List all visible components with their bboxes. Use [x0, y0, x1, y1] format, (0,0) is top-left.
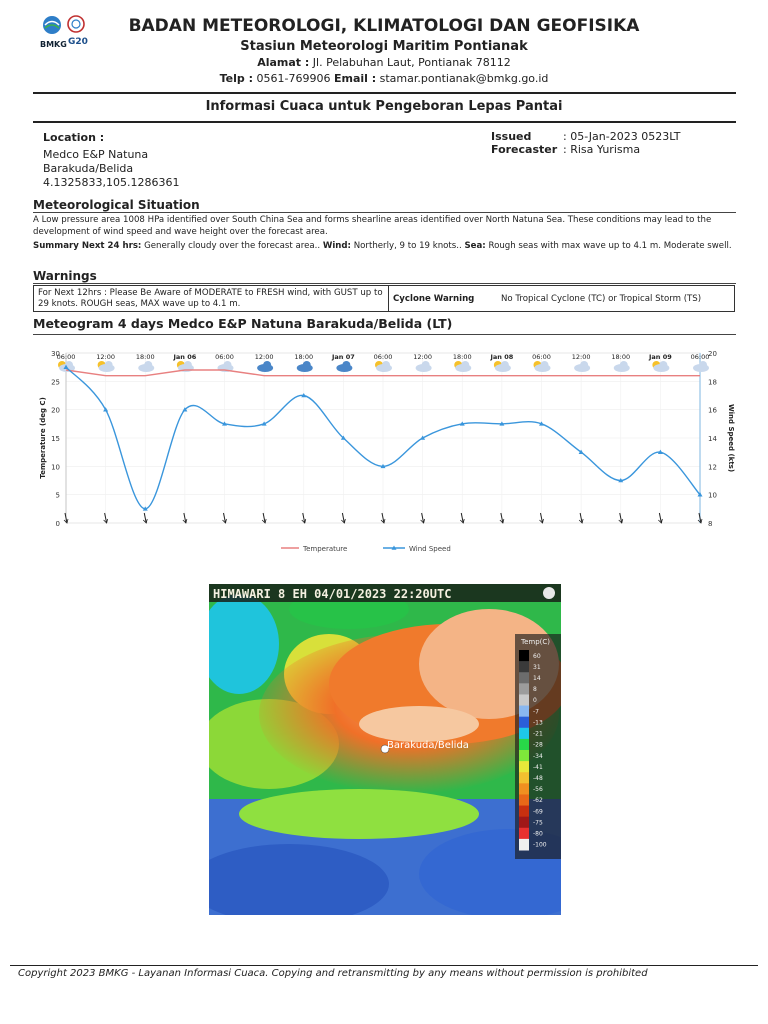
x-tick-label: 06:00	[532, 353, 551, 361]
x-tick-label: 12:00	[413, 353, 432, 361]
y-tick-label: 25	[51, 378, 60, 387]
cloud-puff-icon	[144, 361, 152, 369]
x-tick-label: 12:00	[571, 353, 591, 361]
scale-value-label: -62	[533, 797, 543, 805]
info-title: Informasi Cuaca untuk Pengeboran Lepas Pantai	[205, 99, 563, 114]
cloud-puff-icon	[422, 361, 430, 369]
x-tick-label: 06:00	[56, 353, 76, 361]
cloud-puff-icon	[263, 361, 271, 369]
bmkg-logo-text: BMKG	[40, 40, 67, 49]
org-name: BADAN METEOROLOGI, KLIMATOLOGI DAN GEOFISIKA	[128, 16, 640, 36]
scale-swatch	[519, 672, 529, 684]
cloud-puff-icon	[105, 361, 113, 369]
x-tick-label: 18:00	[452, 353, 472, 361]
station-name: Stasiun Meteorologi Maritim Pontianak	[240, 39, 528, 54]
address-value: Jl. Pelabuhan Laut, Pontianak 78112	[312, 56, 511, 69]
x-tick-label: 12:00	[96, 353, 115, 361]
scale-swatch	[519, 661, 529, 673]
x-tick-label: Jan 07	[332, 353, 355, 361]
x-tick-label: Jan 08	[490, 353, 514, 361]
y-tick-label: 30	[51, 350, 60, 358]
cloud-puff-icon	[580, 361, 588, 369]
warning-next12: For Next 12hrs : Please Be Aware of MODERATE to FRESH wind, with GUST up to 29 knots. ROUGH seas, MAX wave up to 4.1 m.	[34, 286, 389, 311]
cloud-puff-icon	[501, 361, 509, 369]
x-tick-label: 12:00	[254, 353, 274, 361]
scale-value-label: -48	[533, 775, 543, 782]
scale-value-label: -56	[533, 786, 543, 794]
header-divider	[33, 92, 736, 94]
y-tick-label: 15	[51, 435, 60, 443]
y-tick-label: 5	[55, 491, 60, 500]
scale-value-label: -21	[533, 730, 543, 738]
scale-value-label: -100	[533, 841, 547, 849]
y2-tick-label: 12	[708, 463, 717, 472]
scale-swatch	[519, 794, 529, 806]
cloud-puff-icon	[461, 361, 469, 369]
location-coords: 4.1325833,105.1286361	[43, 176, 180, 189]
x-tick-label: 06:00	[373, 353, 393, 361]
phone-label: Telp :	[219, 72, 253, 85]
summary-value: Generally cloudy over the forecast area..	[144, 241, 321, 251]
cloud-puff-icon	[382, 361, 390, 369]
scale-value-label: -28	[533, 741, 543, 749]
footer-copyright: Copyright 2023 BMKG - Layanan Informasi Cuaca. Copying and retransmitting by any means without permission is prohibited	[18, 968, 648, 979]
email-label: Email :	[333, 72, 377, 85]
y2-axis-label: Wind Speed (kts)	[727, 403, 735, 473]
scale-swatch	[519, 806, 529, 818]
scale-value-label: -7	[533, 708, 539, 716]
y2-tick-label: 18	[708, 378, 717, 387]
issued-label: Issued	[491, 130, 532, 143]
forecaster-label: Forecaster	[491, 143, 558, 156]
temperature-color-scale	[515, 634, 561, 859]
met-situation-divider	[33, 212, 736, 213]
email-value: stamar.pontianak@bmkg.go.id	[379, 72, 549, 85]
cloud-puff-icon	[224, 361, 232, 369]
wind-value: Northerly, 9 to 19 knots..	[353, 241, 462, 251]
cloud-puff-icon	[659, 361, 667, 369]
warnings-heading: Warnings	[33, 269, 97, 283]
scale-swatch	[519, 739, 529, 751]
legend-wind-label: Wind Speed	[409, 545, 451, 553]
y-tick-label: 0	[55, 520, 60, 528]
contact-line	[0, 72, 768, 85]
address-line	[0, 56, 768, 69]
scale-swatch	[519, 772, 529, 784]
y2-tick-label: 20	[708, 350, 717, 358]
x-tick-label: 18:00	[294, 353, 314, 361]
cloud-puff-icon	[620, 361, 628, 369]
scale-swatch	[519, 717, 529, 729]
scale-swatch	[519, 783, 529, 795]
scale-swatch	[519, 728, 529, 740]
scale-swatch	[519, 694, 529, 706]
scale-value-label: -41	[533, 763, 543, 771]
warnings-divider	[33, 283, 736, 284]
met-situation-heading: Meteorological Situation	[33, 198, 200, 212]
scale-swatch	[519, 750, 529, 762]
scale-value-label: 60	[533, 652, 541, 660]
scale-value-label: -34	[533, 752, 543, 760]
scale-value-label: -69	[533, 808, 543, 816]
x-tick-label: Jan 09	[649, 353, 672, 361]
title-divider	[33, 121, 736, 123]
cloud-puff-icon	[699, 361, 707, 369]
scale-value-label: -80	[533, 830, 543, 838]
scale-value-label: 31	[533, 663, 541, 671]
satellite-marker-label: Barakuda/Belida	[387, 740, 469, 751]
summary-label: Summary Next 24 hrs:	[33, 241, 142, 251]
cloud-puff-icon	[184, 361, 192, 369]
y-tick-label: 20	[51, 406, 60, 415]
satellite-image	[209, 584, 561, 915]
location-label: Location :	[43, 131, 105, 144]
y2-tick-label: 8	[708, 520, 713, 528]
meteogram-divider	[33, 334, 736, 335]
scale-value-label: 8	[533, 686, 537, 694]
satellite-title: HIMAWARI 8 EH 04/01/2023 22:20UTC	[213, 587, 452, 601]
sea-value: Rough seas with max wave up to 4.1 m. Moderate swell.	[488, 241, 732, 251]
scale-value-label: -13	[533, 719, 543, 727]
forecaster-value: : Risa Yurisma	[563, 143, 641, 156]
scale-value-label: 14	[533, 675, 541, 682]
met-summary	[33, 240, 737, 252]
phone-value: 0561-769906	[256, 72, 331, 85]
location-name: Medco E&P Natuna	[43, 148, 149, 161]
x-tick-label: Jan 06	[173, 353, 197, 361]
cloud-puff-icon	[541, 361, 549, 369]
y-tick-label: 10	[51, 463, 60, 472]
issued-value: : 05-Jan-2023 0523LT	[563, 130, 681, 143]
met-situation-text: A Low pressure area 1008 HPa identified over South China Sea and forms shearline areas identified over North Natuna Sea. These conditions may lead to the development of wind speed and wave height over the forecast area.	[33, 215, 712, 237]
warnings-table	[33, 285, 735, 312]
scale-swatch	[519, 828, 529, 840]
g20-logo-text: G20	[68, 37, 88, 47]
y2-tick-label: 14	[708, 435, 717, 443]
issue-info	[491, 130, 681, 156]
sea-label: Sea:	[464, 241, 486, 251]
legend-temperature-label: Temperature	[303, 545, 348, 553]
scale-swatch	[519, 761, 529, 773]
meteogram-title: Meteogram 4 days Medco E&P Natuna Barakuda/Belida (LT)	[33, 316, 453, 331]
cyclone-warning-value: No Tropical Cyclone (TC) or Tropical Storm (TS)	[501, 293, 702, 304]
scale-swatch	[519, 683, 529, 695]
footer-divider	[10, 965, 758, 966]
address-label: Alamat :	[257, 56, 310, 69]
cyclone-warning-label: Cyclone Warning	[393, 293, 475, 304]
location-field: Barakuda/Belida	[43, 162, 134, 175]
cloud-puff-icon	[342, 361, 350, 369]
bmkg-watermark-icon	[543, 587, 555, 599]
scale-value-label: 0	[533, 697, 537, 705]
scale-title: Temp(C)	[521, 638, 551, 646]
scale-swatch	[519, 706, 529, 718]
y2-tick-label: 10	[708, 491, 717, 500]
x-tick-label: 18:00	[135, 353, 155, 361]
scale-swatch	[519, 650, 529, 662]
x-tick-label: 06:00	[215, 353, 234, 361]
scale-value-label: -75	[533, 819, 543, 827]
wind-label: Wind:	[322, 241, 351, 251]
scale-swatch	[519, 839, 529, 851]
scale-swatch	[519, 817, 529, 829]
y2-tick-label: 16	[708, 406, 717, 415]
y-axis-label: Temperature (deg C)	[39, 397, 47, 479]
x-tick-label: 06:00	[690, 353, 710, 361]
meteogram-chart	[33, 343, 736, 558]
cloud-puff-icon	[303, 361, 311, 369]
x-tick-label: 18:00	[611, 353, 631, 361]
